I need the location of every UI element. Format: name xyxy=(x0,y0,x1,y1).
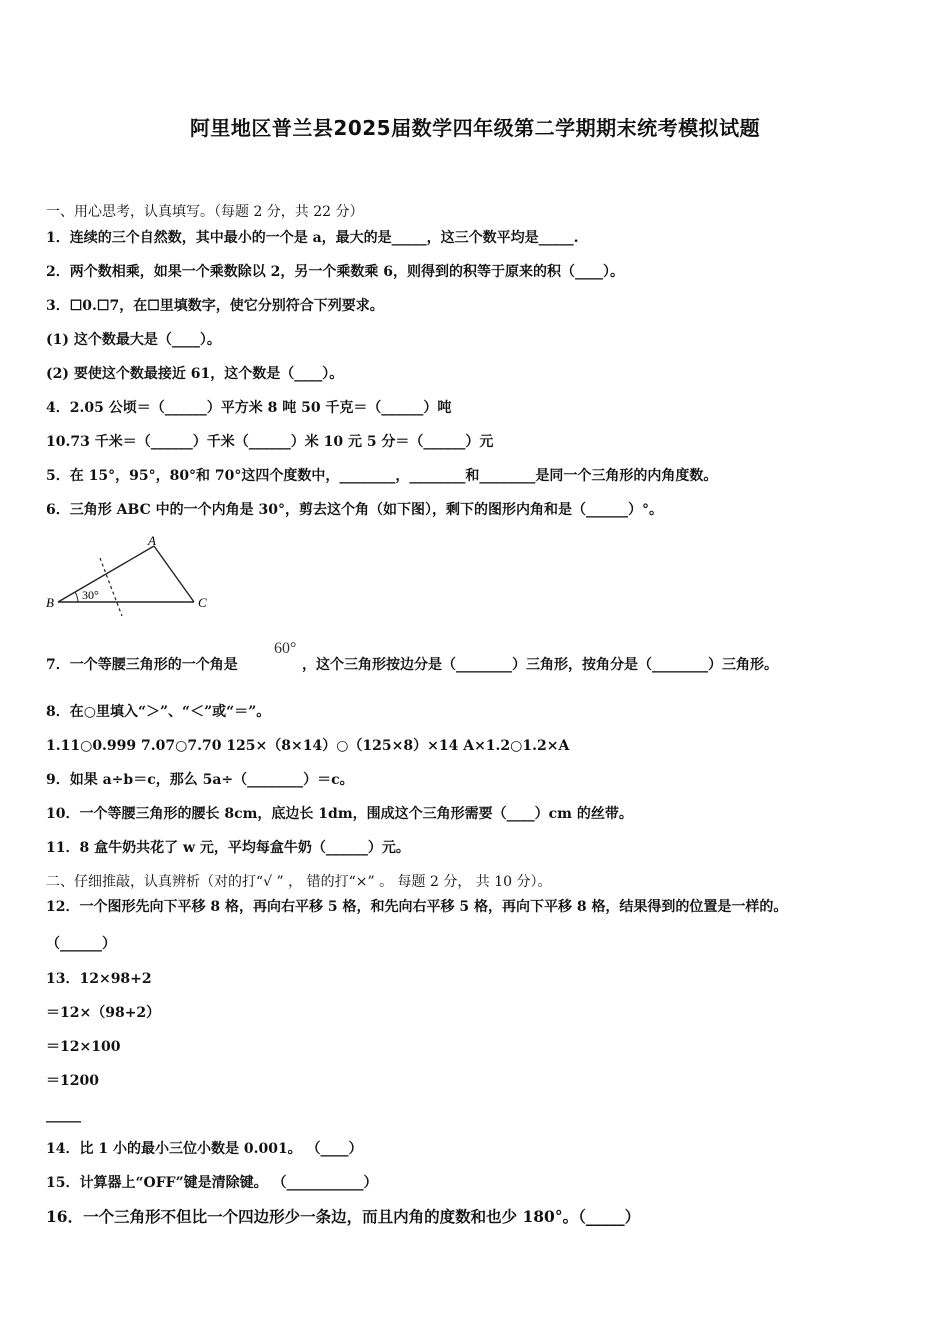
question-12-blank: （______） xyxy=(46,936,116,952)
question-13-step-1: ＝12×（98+2） xyxy=(46,1005,161,1021)
question-13-step-2: ＝12×100 xyxy=(46,1039,121,1055)
question-6: 6．三角形 ABC 中的一个内角是 30°，剪去这个角（如下图），剩下的图形内角和是（______）°。 xyxy=(46,502,663,518)
question-3: 3．☐0.☐7，在☐里填数字，使它分别符合下列要求。 xyxy=(46,298,384,314)
question-13-blank: _____ xyxy=(46,1107,81,1123)
question-13-step-3: ＝1200 xyxy=(46,1073,99,1089)
vertex-b-label: B xyxy=(46,595,54,610)
question-9: 9．如果 a÷b＝c，那么 5a÷（________）＝c。 xyxy=(46,772,354,788)
question-3-part-2: (2) 要使这个数最接近 61，这个数是（____）。 xyxy=(46,366,344,382)
question-7-angle: 60° xyxy=(274,640,297,657)
angle-label: 30° xyxy=(82,588,99,602)
vertex-a-label: A xyxy=(148,533,156,548)
page-title: 阿里地区普兰县2025届数学四年级第二学期期末统考模拟试题 xyxy=(189,116,761,140)
question-13: 13．12×98+2 xyxy=(46,971,152,987)
question-15: 15．计算器上“OFF”键是清除键。 （___________） xyxy=(46,1175,378,1191)
question-7-prefix: 7．一个等腰三角形的一个角是 xyxy=(46,657,238,673)
section-2-heading: 二、仔细推敲，认真辨析（对的打“√ ” ， 错的打“×” 。 每题 2 分， 共 10 分）。 xyxy=(46,874,552,890)
question-10: 10．一个等腰三角形的腰长 8cm，底边长 1dm，围成这个三角形需要（____）cm 的丝带。 xyxy=(46,806,633,822)
question-11: 11．8 盒牛奶共花了 w 元，平均每盒牛奶（______）元。 xyxy=(46,840,410,856)
question-3-part-1: (1) 这个数最大是（____）。 xyxy=(46,332,221,348)
question-8-items: 1.11○0.999 7.07○7.70 125×（8×14）○（125×8）×14 A×1.2○1.2×A xyxy=(46,738,570,754)
question-4-line-1: 4．2.05 公顷＝（______）平方米 8 吨 50 千克＝（______）吨 xyxy=(46,400,452,416)
question-12: 12．一个图形先向下平移 8 格，再向右平移 5 格，和先向右平移 5 格，再向下平移 8 格，结果得到的位置是一样的。 xyxy=(46,899,788,915)
triangle-figure xyxy=(44,530,224,616)
question-5: 5．在 15°，95°，80°和 70°这四个度数中，________，________和________是同一个三角形的内角度数。 xyxy=(46,468,718,484)
question-7-suffix: ，这个三角形按边分是（________）三角形，按角分是（________）三角形。 xyxy=(302,657,778,673)
question-16: 16．一个三角形不但比一个四边形少一条边，而且内角的度数和也少 180°。（_____） xyxy=(46,1207,641,1226)
question-1: 1．连续的三个自然数，其中最小的一个是 a，最大的是_____，这三个数平均是_____. xyxy=(46,230,579,246)
question-14: 14．比 1 小的最小三位小数是 0.001。 （____） xyxy=(46,1141,363,1157)
vertex-c-label: C xyxy=(198,595,207,610)
question-2: 2．两个数相乘，如果一个乘数除以 2，另一个乘数乘 6，则得到的积等于原来的积（____）。 xyxy=(46,264,624,280)
side-ba xyxy=(58,546,154,602)
angle-arc xyxy=(75,592,78,602)
section-1-heading: 一、用心思考，认真填写。（每题 2 分，共 22 分） xyxy=(46,204,364,220)
question-8: 8．在○里填入“＞”、“＜”或“＝”。 xyxy=(46,704,271,720)
question-4-line-2: 10.73 千米＝（______）千米（______）米 10 元 5 分＝（______）元 xyxy=(46,434,494,450)
side-ac xyxy=(154,546,194,602)
